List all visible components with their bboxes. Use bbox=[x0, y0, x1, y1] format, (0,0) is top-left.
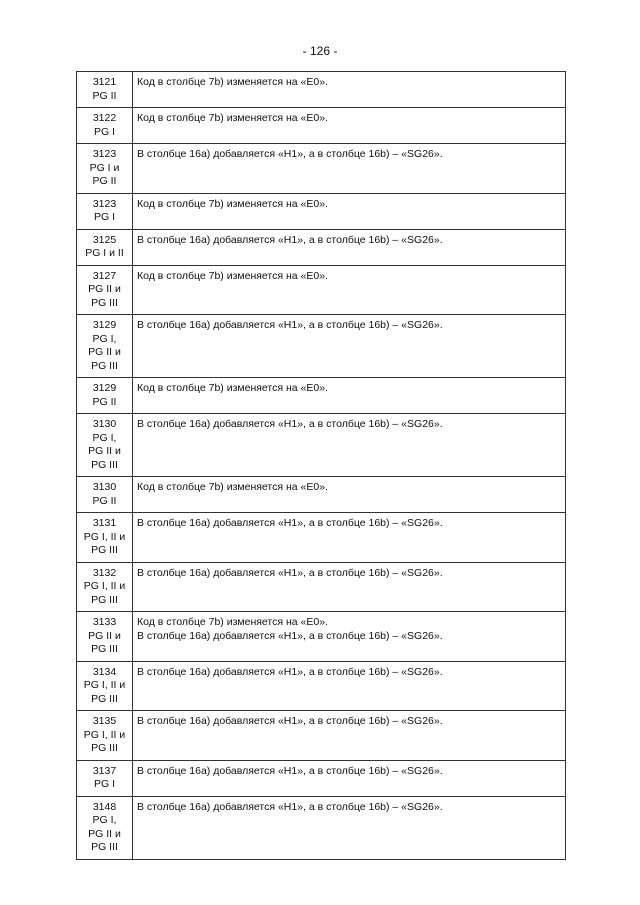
amendment-cell bbox=[133, 229, 566, 265]
un-number: 3133 bbox=[92, 616, 117, 628]
un-number: 3129 bbox=[92, 319, 117, 331]
packing-group: PG II bbox=[92, 395, 117, 408]
un-number-cell bbox=[77, 414, 133, 477]
amendment-text: Код в столбце 7b) изменяется на «E0». bbox=[137, 382, 328, 394]
amendment-text: В столбце 16a) добавляется «H1», а в столбце 16b) – «SG26». bbox=[137, 566, 443, 579]
amendment-text: В столбце 16a) добавляется «H1», а в столбце 16b) – «SG26». bbox=[137, 764, 443, 777]
amendments-table-body bbox=[77, 72, 566, 860]
amendment-text: В столбце 16a) добавляется «H1», а в столбце 16b) – «SG26». bbox=[137, 319, 443, 331]
packing-group: PG II и bbox=[88, 827, 121, 840]
un-number: 3122 bbox=[92, 112, 117, 124]
amendment-text: Код в столбце 7b) изменяется на «E0». bbox=[137, 76, 328, 88]
amendment-cell bbox=[133, 562, 566, 612]
amendment-cell bbox=[133, 711, 566, 761]
un-number: 3130 bbox=[92, 481, 117, 493]
un-number: 3132 bbox=[92, 566, 117, 579]
amendment-text: Код в столбце 7b) изменяется на «E0». bbox=[137, 481, 328, 493]
packing-group: PG III bbox=[91, 359, 118, 372]
table-row bbox=[77, 144, 566, 194]
packing-group: PG III bbox=[91, 692, 118, 705]
amendment-text: Код в столбце 7b) изменяется на «E0». bbox=[137, 112, 328, 124]
amendment-cell bbox=[133, 193, 566, 229]
amendment-text: В столбце 16a) добавляется «H1», а в столбце 16b) – «SG26». bbox=[137, 517, 443, 529]
amendment-cell bbox=[133, 414, 566, 477]
un-number: 3134 bbox=[92, 665, 117, 678]
amendment-cell bbox=[133, 72, 566, 108]
amendment-text: Код в столбце 7b) изменяется на «E0». bbox=[137, 269, 328, 282]
packing-group: PG II и bbox=[88, 445, 121, 457]
amendment-cell bbox=[133, 661, 566, 711]
un-number-cell bbox=[77, 711, 133, 761]
table-row bbox=[77, 315, 566, 378]
amendment-text: Код в столбце 7b) изменяется на «E0». bbox=[137, 197, 328, 210]
un-number-cell bbox=[77, 144, 133, 194]
packing-group: PG II и bbox=[88, 629, 121, 642]
table-row bbox=[77, 378, 566, 414]
un-number-cell bbox=[77, 477, 133, 513]
packing-group: PG II bbox=[92, 89, 117, 102]
packing-group: PG I, II и bbox=[83, 679, 126, 691]
packing-group: PG II bbox=[92, 494, 117, 507]
un-number: 3123 bbox=[92, 197, 117, 210]
amendment-cell bbox=[133, 315, 566, 378]
un-number: 3137 bbox=[92, 764, 117, 777]
amendment-text: В столбце 16a) добавляется «H1», а в столбце 16b) – «SG26». bbox=[137, 233, 443, 246]
packing-group: PG II bbox=[92, 175, 117, 187]
un-number: 3148 bbox=[92, 800, 117, 813]
packing-group: PG I, II и bbox=[83, 580, 126, 592]
un-number: 3121 bbox=[92, 76, 117, 88]
un-number: 3123 bbox=[92, 148, 117, 160]
packing-group: PG I bbox=[93, 778, 115, 790]
un-number-cell bbox=[77, 229, 133, 265]
un-number-cell bbox=[77, 513, 133, 563]
un-number: 3127 bbox=[92, 269, 117, 282]
un-number: 3129 bbox=[92, 382, 117, 394]
amendment-cell bbox=[133, 144, 566, 194]
packing-group: PG III bbox=[91, 544, 118, 556]
packing-group: PG I и bbox=[89, 161, 120, 174]
un-number-cell bbox=[77, 193, 133, 229]
table-row bbox=[77, 796, 566, 859]
packing-group: PG I, II и bbox=[83, 530, 126, 543]
packing-group: PG III bbox=[91, 643, 118, 655]
un-number-cell bbox=[77, 265, 133, 315]
packing-group: PG III bbox=[91, 742, 118, 754]
un-number-cell bbox=[77, 796, 133, 859]
amendment-text: В столбце 16a) добавляется «H1», а в столбце 16b) – «SG26». bbox=[137, 629, 443, 642]
amendment-text: В столбце 16a) добавляется «H1», а в столбце 16b) – «SG26». bbox=[137, 715, 443, 727]
table-row bbox=[77, 760, 566, 796]
un-number-cell bbox=[77, 315, 133, 378]
amendment-cell bbox=[133, 378, 566, 414]
un-number-cell bbox=[77, 612, 133, 662]
amendment-cell bbox=[133, 612, 566, 662]
amendment-text: В столбце 16a) добавляется «H1», а в столбце 16b) – «SG26». bbox=[137, 800, 443, 813]
packing-group: PG I, bbox=[92, 332, 117, 345]
table-row bbox=[77, 661, 566, 711]
un-number: 3131 bbox=[92, 517, 117, 529]
packing-group: PG I и II bbox=[85, 247, 124, 259]
table-row bbox=[77, 265, 566, 315]
table-row bbox=[77, 711, 566, 761]
un-number-cell bbox=[77, 108, 133, 144]
table-row bbox=[77, 72, 566, 108]
amendment-cell bbox=[133, 513, 566, 563]
un-number-cell bbox=[77, 378, 133, 414]
amendment-cell bbox=[133, 108, 566, 144]
amendment-text: Код в столбце 7b) изменяется на «E0». bbox=[137, 616, 328, 628]
table-row bbox=[77, 612, 566, 662]
amendments-table bbox=[76, 71, 566, 860]
amendment-text: В столбце 16a) добавляется «H1», а в столбце 16b) – «SG26». bbox=[137, 418, 443, 430]
packing-group: PG II и bbox=[88, 283, 121, 295]
amendment-cell bbox=[133, 760, 566, 796]
packing-group: PG I, bbox=[92, 814, 117, 826]
packing-group: PG III bbox=[91, 458, 118, 471]
table-row bbox=[77, 513, 566, 563]
un-number-cell bbox=[77, 562, 133, 612]
un-number: 3130 bbox=[92, 418, 117, 430]
amendment-cell bbox=[133, 477, 566, 513]
amendment-text: В столбце 16a) добавляется «H1», а в столбце 16b) – «SG26». bbox=[137, 148, 443, 160]
packing-group: PG I bbox=[93, 211, 115, 223]
un-number: 3135 bbox=[92, 715, 117, 727]
table-row bbox=[77, 562, 566, 612]
table-row bbox=[77, 477, 566, 513]
packing-group: PG II и bbox=[88, 346, 121, 358]
amendment-cell bbox=[133, 796, 566, 859]
table-row bbox=[77, 193, 566, 229]
packing-group: PG I bbox=[93, 125, 115, 138]
packing-group: PG III bbox=[91, 593, 118, 606]
un-number-cell bbox=[77, 760, 133, 796]
un-number: 3125 bbox=[92, 233, 117, 246]
packing-group: PG III bbox=[91, 296, 118, 309]
un-number-cell bbox=[77, 72, 133, 108]
page-number: - 126 - bbox=[302, 44, 338, 58]
packing-group: PG III bbox=[91, 841, 118, 853]
amendment-text: В столбце 16a) добавляется «H1», а в столбце 16b) – «SG26». bbox=[137, 665, 443, 678]
table-row bbox=[77, 414, 566, 477]
packing-group: PG I, bbox=[92, 431, 117, 444]
un-number-cell bbox=[77, 661, 133, 711]
amendment-cell bbox=[133, 265, 566, 315]
table-row bbox=[77, 108, 566, 144]
packing-group: PG I, II и bbox=[83, 728, 126, 741]
table-row bbox=[77, 229, 566, 265]
